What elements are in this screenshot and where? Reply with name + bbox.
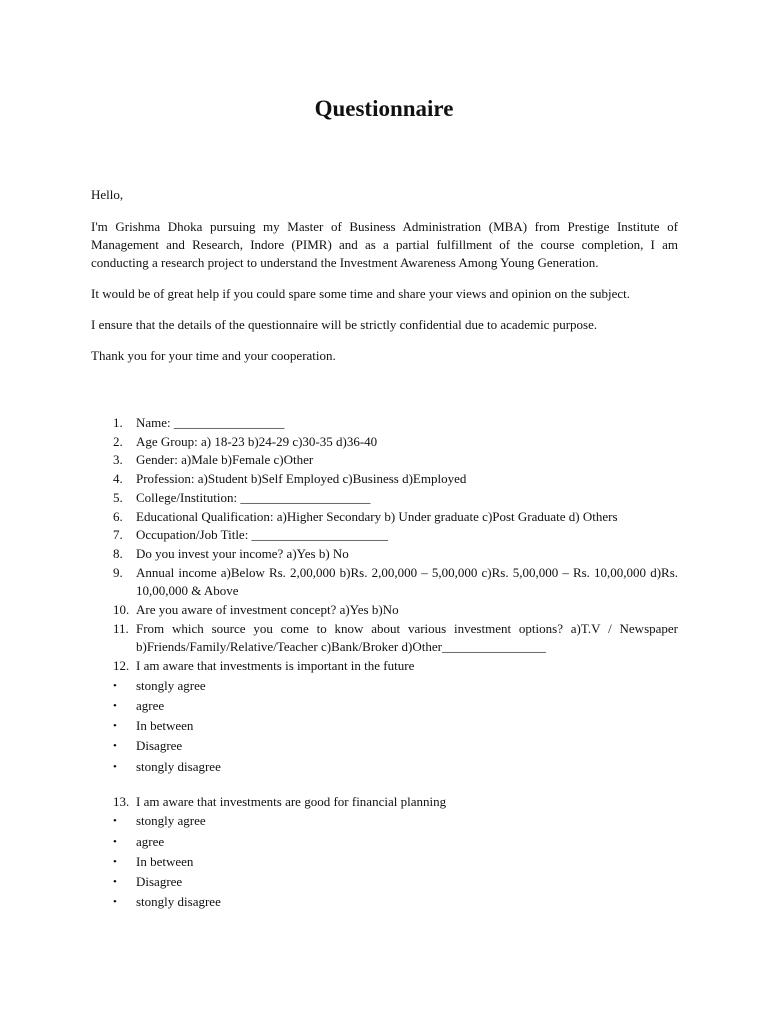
question-10 [91, 601, 678, 620]
intro-paragraph: I'm Grishma Dhoka pursuing my Master of Business Administration (MBA) from Prestige Institute of Management and Research, Indore (PIMR) and as a partial fulfillment of the course completion, I am conducting a research project to understand the Investment Awareness Among Young Generation. [91, 219, 678, 270]
question-4 [91, 470, 678, 489]
question-text: From which source you come to know about various investment options? a)T.V / Newspaper b)Friends/Family/Relative/Teacher c)Bank/Broker d)Other________________ [136, 620, 678, 655]
question-number: 5. [113, 489, 123, 505]
question-text: Occupation/Job Title: _____________________ [136, 527, 389, 543]
greeting: Hello, [91, 187, 124, 202]
question-13 [91, 793, 678, 812]
option-label: stongly agree [136, 813, 206, 829]
question-6 [91, 508, 678, 527]
question-number: 1. [113, 415, 123, 430]
question-11 [91, 620, 678, 657]
question-text: Do you invest your income? a)Yes b) No [136, 545, 349, 561]
bullet-icon: • [113, 740, 117, 753]
question-text: Profession: a)Student b)Self Employed c)Business d)Employed [136, 471, 467, 487]
question-number: 7. [113, 527, 123, 543]
option-item [91, 872, 678, 892]
question-text: Are you aware of investment concept? a)Yes b)No [136, 602, 399, 618]
option-label: agree [136, 833, 165, 849]
option-item [91, 736, 678, 756]
option-item [91, 832, 678, 852]
question-5 [91, 489, 678, 508]
question-12-options [91, 676, 678, 777]
question-number: 13. [113, 793, 130, 809]
option-item [91, 811, 678, 831]
intro-section [91, 186, 678, 365]
option-item [91, 676, 678, 696]
question-number: 10. [113, 602, 130, 618]
question-number: 9. [113, 564, 123, 580]
question-2 [91, 433, 678, 452]
option-label: stongly agree [136, 677, 206, 693]
question-text: I am aware that investments are good for financial planning [136, 793, 447, 809]
option-item [91, 892, 678, 912]
question-3 [91, 451, 678, 470]
question-number: 2. [113, 433, 123, 449]
question-number: 8. [113, 545, 123, 561]
question-text: Educational Qualification: a)Higher Secondary b) Under graduate c)Post Graduate d) Others [136, 508, 618, 524]
option-label: Disagree [136, 874, 183, 890]
question-number: 11. [113, 620, 129, 636]
question-text: Annual income a)Below Rs. 2,00,000 b)Rs. 2,00,000 – 5,00,000 c)Rs. 5,00,000 – Rs. 10,00,000 d)Rs. 10,00,000 & Above [136, 564, 678, 599]
bullet-icon: • [113, 679, 117, 692]
question-number: 6. [113, 508, 123, 524]
question-number: 12. [113, 658, 130, 674]
question-1 [91, 414, 678, 433]
question-7 [91, 526, 678, 545]
question-9 [91, 564, 678, 601]
bullet-icon: • [113, 855, 117, 868]
option-label: agree [136, 698, 165, 714]
question-text: I am aware that investments is important in the future [136, 658, 415, 674]
question-8 [91, 545, 678, 564]
option-item [91, 716, 678, 736]
thanks-paragraph: Thank you for your time and your cooperation. [91, 348, 336, 363]
question-text: Name: _________________ [136, 415, 285, 430]
section-spacer [91, 777, 678, 793]
option-label: Disagree [136, 738, 183, 754]
option-label: stongly disagree [136, 758, 221, 774]
question-12 [91, 657, 678, 676]
question-list [91, 414, 678, 912]
question-text: Age Group: a) 18-23 b)24-29 c)30-35 d)36-40 [136, 433, 378, 449]
help-paragraph: It would be of great help if you could spare some time and share your views and opinion on the subject. [91, 286, 631, 301]
option-label: In between [136, 853, 194, 869]
bullet-icon: • [113, 835, 117, 848]
bullet-icon: • [113, 700, 117, 713]
option-item [91, 696, 678, 716]
option-item [91, 852, 678, 872]
bullet-icon: • [113, 720, 117, 733]
bullet-icon: • [113, 896, 117, 909]
question-number: 4. [113, 471, 123, 487]
bullet-icon: • [113, 760, 117, 773]
option-label: In between [136, 718, 194, 734]
question-text: Gender: a)Male b)Female c)Other [136, 452, 314, 468]
question-number: 3. [113, 452, 123, 468]
bullet-icon: • [113, 815, 117, 828]
confidentiality-paragraph: I ensure that the details of the questionnaire will be strictly confidential due to academic purpose. [91, 317, 598, 332]
option-item [91, 757, 678, 777]
page-title: Questionnaire [314, 96, 454, 121]
question-text: College/Institution: ____________________ [136, 489, 371, 505]
bullet-icon: • [113, 876, 117, 889]
option-label: stongly disagree [136, 894, 221, 910]
question-13-options [91, 811, 678, 912]
